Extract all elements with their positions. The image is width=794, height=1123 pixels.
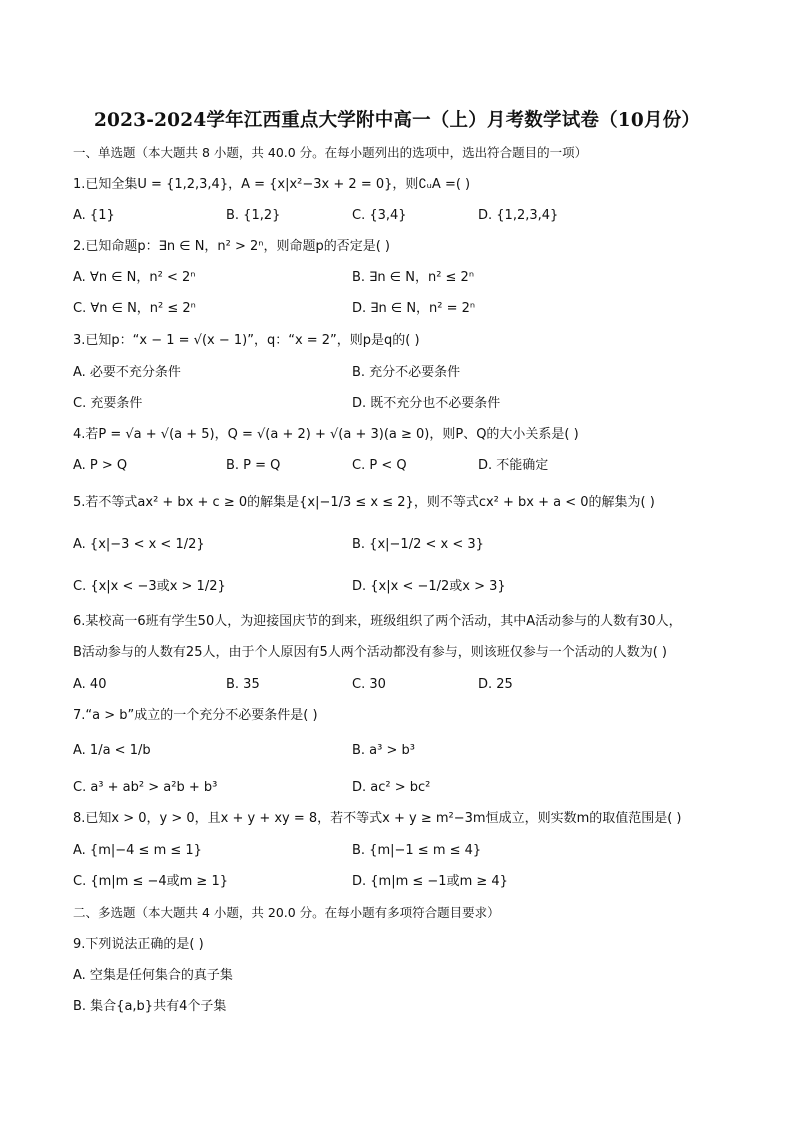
question-7-stem: 7.“a > b”成立的一个充分不必要条件是( ) <box>73 708 318 723</box>
question-5-option-b: B. {x|−1/2 < x < 3} <box>352 537 484 552</box>
question-3-option-c: C. 充要条件 <box>73 396 143 411</box>
question-6-option-b: B. 35 <box>226 677 260 692</box>
question-6-stem-line-1: 6.某校高一6班有学生50人，为迎接国庆节的到来，班级组织了两个活动，其中A活动参与的人数有30人， <box>73 614 682 629</box>
question-8-option-a: A. {m|−4 ≤ m ≤ 1} <box>73 843 202 858</box>
question-3-stem: 3.已知p：“x − 1 = √(x − 1)”，q：“x = 2”，则p是q的( ) <box>73 333 420 348</box>
question-1-option-d: D. {1,2,3,4} <box>478 208 559 223</box>
question-6-option-d: D. 25 <box>478 677 513 692</box>
question-5-option-c: C. {x|x < −3或x > 1/2} <box>73 579 226 594</box>
exam-title: 2023-2024学年江西重点大学附中高一（上）月考数学试卷（10月份） <box>93 110 701 131</box>
question-2-option-d: D. ∃n ∈ N，n² = 2ⁿ <box>352 301 476 316</box>
question-7-option-a: A. 1/a < 1/b <box>73 743 151 758</box>
question-1-option-c: C. {3,4} <box>352 208 407 223</box>
question-7-option-c: C. a³ + ab² > a²b + b³ <box>73 780 218 795</box>
question-2-option-b: B. ∃n ∈ N，n² ≤ 2ⁿ <box>352 270 475 285</box>
question-8-option-d: D. {m|m ≤ −1或m ≥ 4} <box>352 874 508 889</box>
question-8-option-b: B. {m|−1 ≤ m ≤ 4} <box>352 843 482 858</box>
question-5-option-d: D. {x|x < −1/2或x > 3} <box>352 579 506 594</box>
question-3-option-b: B. 充分不必要条件 <box>352 365 461 380</box>
question-1-option-b: B. {1,2} <box>226 208 281 223</box>
question-7-option-d: D. ac² > bc² <box>352 780 431 795</box>
question-9-option-a: A. 空集是任何集合的真子集 <box>73 968 233 983</box>
question-4-option-d: D. 不能确定 <box>478 458 549 473</box>
question-9-stem: 9.下列说法正确的是( ) <box>73 937 204 952</box>
question-4-option-c: C. P < Q <box>352 458 407 473</box>
question-5-option-a: A. {x|−3 < x < 1/2} <box>73 537 205 552</box>
question-8-option-c: C. {m|m ≤ −4或m ≥ 1} <box>73 874 229 889</box>
question-5-stem: 5.若不等式ax² + bx + c ≥ 0的解集是{x|−1/3 ≤ x ≤ 2}，则不等式cx² + bx + a < 0的解集为( ) <box>73 495 655 510</box>
question-2-option-c: C. ∀n ∈ N，n² ≤ 2ⁿ <box>73 301 196 316</box>
question-6-option-a: A. 40 <box>73 677 107 692</box>
question-6-stem-line-2: B活动参与的人数有25人，由于个人原因有5人两个活动都没有参与，则该班仅参与一个活动的人数为( ) <box>73 645 668 660</box>
question-4-stem: 4.若P = √a + √(a + 5)，Q = √(a + 2) + √(a + 3)(a ≥ 0)，则P、Q的大小关系是( ) <box>73 427 579 442</box>
question-2-option-a: A. ∀n ∈ N，n² < 2ⁿ <box>73 270 196 285</box>
question-8-stem: 8.已知x > 0，y > 0，且x + y + xy = 8，若不等式x + y ≥ m²−3m恒成立，则实数m的取值范围是( ) <box>73 811 682 826</box>
question-3-option-a: A. 必要不充分条件 <box>73 365 181 380</box>
section-heading-multiple-choice: 二、多选题（本大题共 4 小题，共 20.0 分。在每小题有多项符合题目要求） <box>73 905 500 920</box>
section-heading-single-choice: 一、单选题（本大题共 8 小题，共 40.0 分。在每小题列出的选项中，选出符合题目的一项） <box>73 145 588 160</box>
question-3-option-d: D. 既不充分也不必要条件 <box>352 396 501 411</box>
question-4-option-b: B. P = Q <box>226 458 281 473</box>
question-7-option-b: B. a³ > b³ <box>352 743 415 758</box>
question-9-option-b: B. 集合{a,b}共有4个子集 <box>73 999 227 1014</box>
question-2-stem: 2.已知命题p：∃n ∈ N，n² > 2ⁿ，则命题p的否定是( ) <box>73 239 391 254</box>
question-1-stem: 1.已知全集U = {1,2,3,4}，A = {x|x²−3x + 2 = 0}，则∁ᵤA =( ) <box>73 177 471 192</box>
question-6-option-c: C. 30 <box>352 677 386 692</box>
question-4-option-a: A. P > Q <box>73 458 128 473</box>
question-1-option-a: A. {1} <box>73 208 115 223</box>
